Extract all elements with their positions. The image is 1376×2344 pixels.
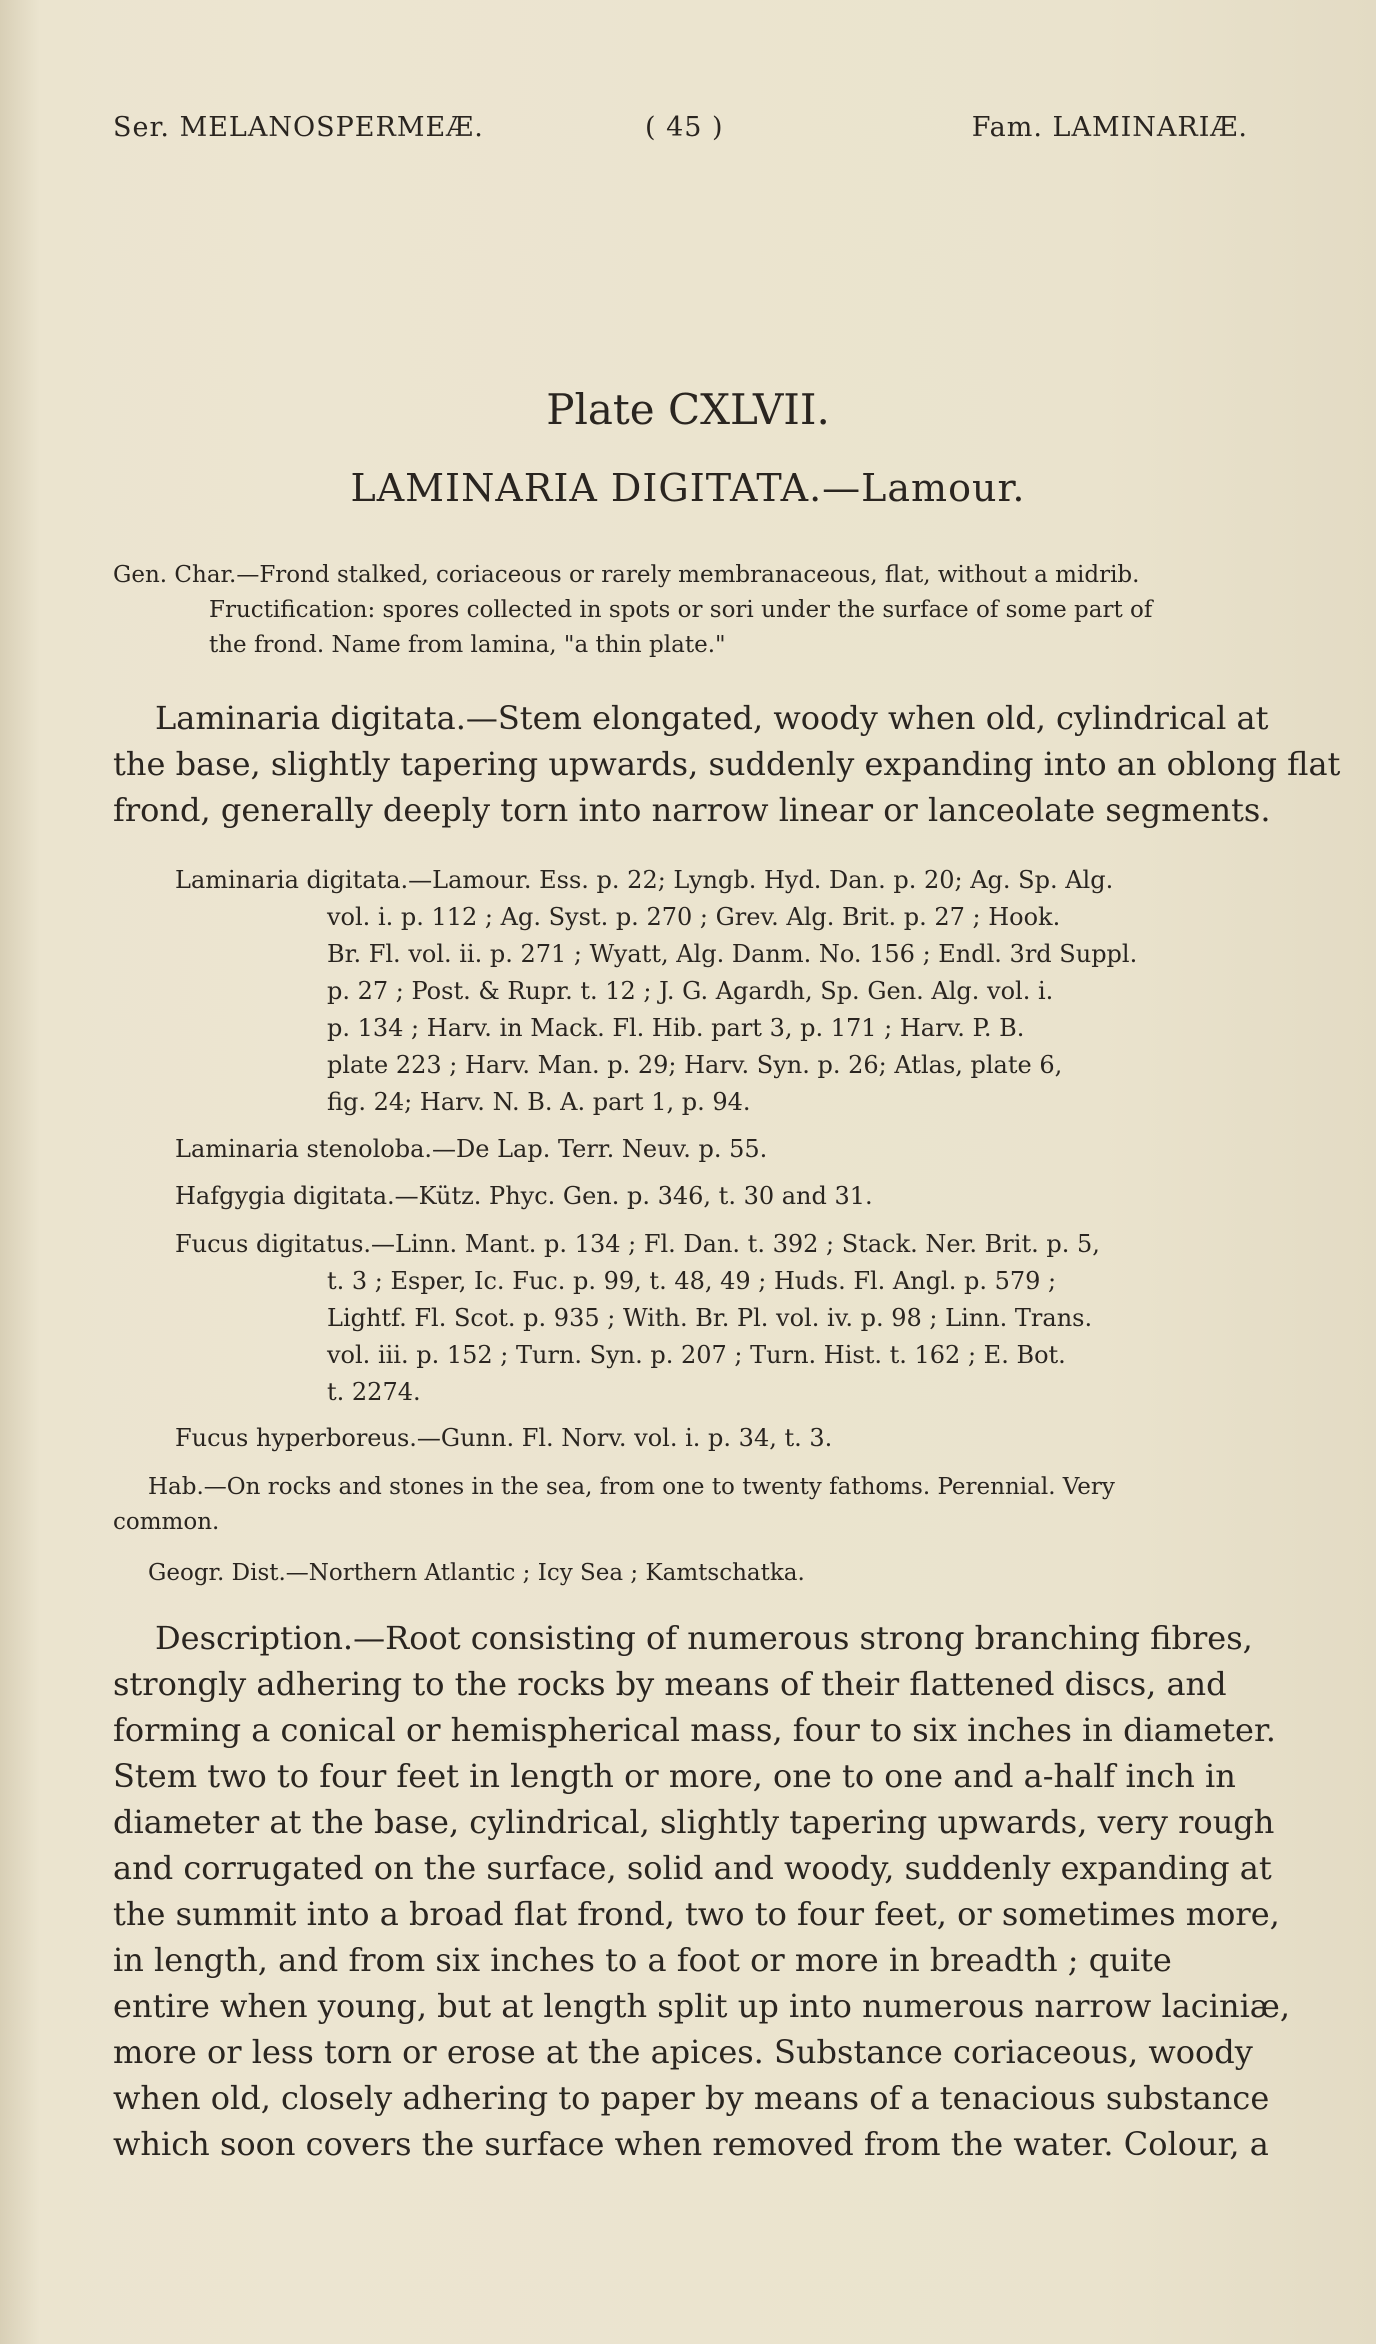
diagnosis <box>113 695 1340 833</box>
habitat <box>113 1470 1115 1540</box>
running-head-series: Ser. MELANOSPERMEÆ. <box>113 112 484 143</box>
text-line: forming a conical or hemispherical mass, four to six inches in diameter. <box>113 1711 1276 1749</box>
plate-title: Plate CXLVII. <box>546 385 830 434</box>
text-line: the summit into a broad flat frond, two to four feet, or sometimes more, <box>113 1895 1280 1933</box>
text-line: vol. iii. p. 152 ; Turn. Syn. p. 207 ; Turn. Hist. t. 162 ; E. Bot. <box>327 1341 1066 1369</box>
text-line: more or less torn or erose at the apices. Substance coriaceous, woody <box>113 2033 1253 2071</box>
text-line: Br. Fl. vol. ii. p. 271 ; Wyatt, Alg. Danm. No. 156 ; Endl. 3rd Suppl. <box>327 940 1138 968</box>
description <box>113 1615 1290 2167</box>
text-line: fig. 24; Harv. N. B. A. part 1, p. 94. <box>327 1088 751 1116</box>
text-line: p. 27 ; Post. & Rupr. t. 12 ; J. G. Agardh, Sp. Gen. Alg. vol. i. <box>327 977 1054 1005</box>
page-number: ( 45 ) <box>645 112 724 143</box>
text-line: plate 223 ; Harv. Man. p. 29; Harv. Syn. p. 26; Atlas, plate 6, <box>327 1051 1063 1079</box>
text-line: Description.—Root consisting of numerous strong branching fibres, <box>155 1619 1253 1657</box>
text-line: in length, and from six inches to a foot or more in breadth ; quite <box>113 1941 1172 1979</box>
text-line: common. <box>113 1509 220 1535</box>
text-line: the frond. Name from lamina, "a thin plate." <box>209 632 726 658</box>
synonym-fucus-hyperboreus: Fucus hyperboreus.—Gunn. Fl. Norv. vol. i. p. 34, t. 3. <box>175 1424 833 1452</box>
text-line: Stem two to four feet in length or more, one to one and a-half inch in <box>113 1757 1236 1795</box>
text-line: vol. i. p. 112 ; Ag. Syst. p. 270 ; Grev. Alg. Brit. p. 27 ; Hook. <box>327 903 1061 931</box>
synonym-fucus-digitatus <box>175 1226 1100 1411</box>
text-line: when old, closely adhering to paper by means of a tenacious substance <box>113 2079 1270 2117</box>
text-line: strongly adhering to the rocks by means of their flattened discs, and <box>113 1665 1227 1703</box>
text-line: p. 134 ; Harv. in Mack. Fl. Hib. part 3, p. 171 ; Harv. P. B. <box>327 1014 1025 1042</box>
geographic-distribution: Geogr. Dist.—Northern Atlantic ; Icy Sea ; Kamtschatka. <box>148 1560 805 1586</box>
text-line: t. 2274. <box>327 1378 421 1406</box>
species-title: LAMINARIA DIGITATA.—Lamour. <box>350 466 1026 510</box>
text-line: Lightf. Fl. Scot. p. 935 ; With. Br. Pl. vol. iv. p. 98 ; Linn. Trans. <box>327 1304 1093 1332</box>
synonym-hafgygia: Hafgygia digitata.—Kütz. Phyc. Gen. p. 346, t. 30 and 31. <box>175 1182 873 1210</box>
text-line: which soon covers the surface when removed from the water. Colour, a <box>113 2125 1269 2163</box>
text-line: Hab.—On rocks and stones in the sea, from one to twenty fathoms. Perennial. Very <box>148 1474 1115 1500</box>
text-line: Laminaria digitata.—Stem elongated, woody when old, cylindrical at <box>155 699 1269 737</box>
text-line: entire when young, but at length split up into numerous narrow laciniæ, <box>113 1987 1291 2025</box>
text-line: frond, generally deeply torn into narrow linear or lanceolate segments. <box>113 791 1271 829</box>
text-line: Gen. Char.—Frond stalked, coriaceous or rarely membranaceous, flat, without a midrib. <box>113 562 1140 588</box>
genus-character <box>113 558 1152 663</box>
text-line: Laminaria digitata.—Lamour. Ess. p. 22; Lyngb. Hyd. Dan. p. 20; Ag. Sp. Alg. <box>175 866 1114 894</box>
text-line: diameter at the base, cylindrical, slightly tapering upwards, very rough <box>113 1803 1275 1841</box>
text-line: t. 3 ; Esper, Ic. Fuc. p. 99, t. 48, 49 ; Huds. Fl. Angl. p. 579 ; <box>327 1267 1057 1295</box>
text-line: Fructification: spores collected in spots or sori under the surface of some part of <box>209 597 1153 623</box>
text-line: and corrugated on the surface, solid and woody, suddenly expanding at <box>113 1849 1272 1887</box>
synonym-laminaria-digitata <box>175 862 1137 1121</box>
text-line: the base, slightly tapering upwards, suddenly expanding into an oblong flat <box>113 745 1341 783</box>
synonym-laminaria-stenoloba: Laminaria stenoloba.—De Lap. Terr. Neuv. p. 55. <box>175 1135 768 1163</box>
running-head-family: Fam. LAMINARIÆ. <box>971 112 1248 143</box>
text-line: Fucus digitatus.—Linn. Mant. p. 134 ; Fl. Dan. t. 392 ; Stack. Ner. Brit. p. 5, <box>175 1230 1100 1258</box>
